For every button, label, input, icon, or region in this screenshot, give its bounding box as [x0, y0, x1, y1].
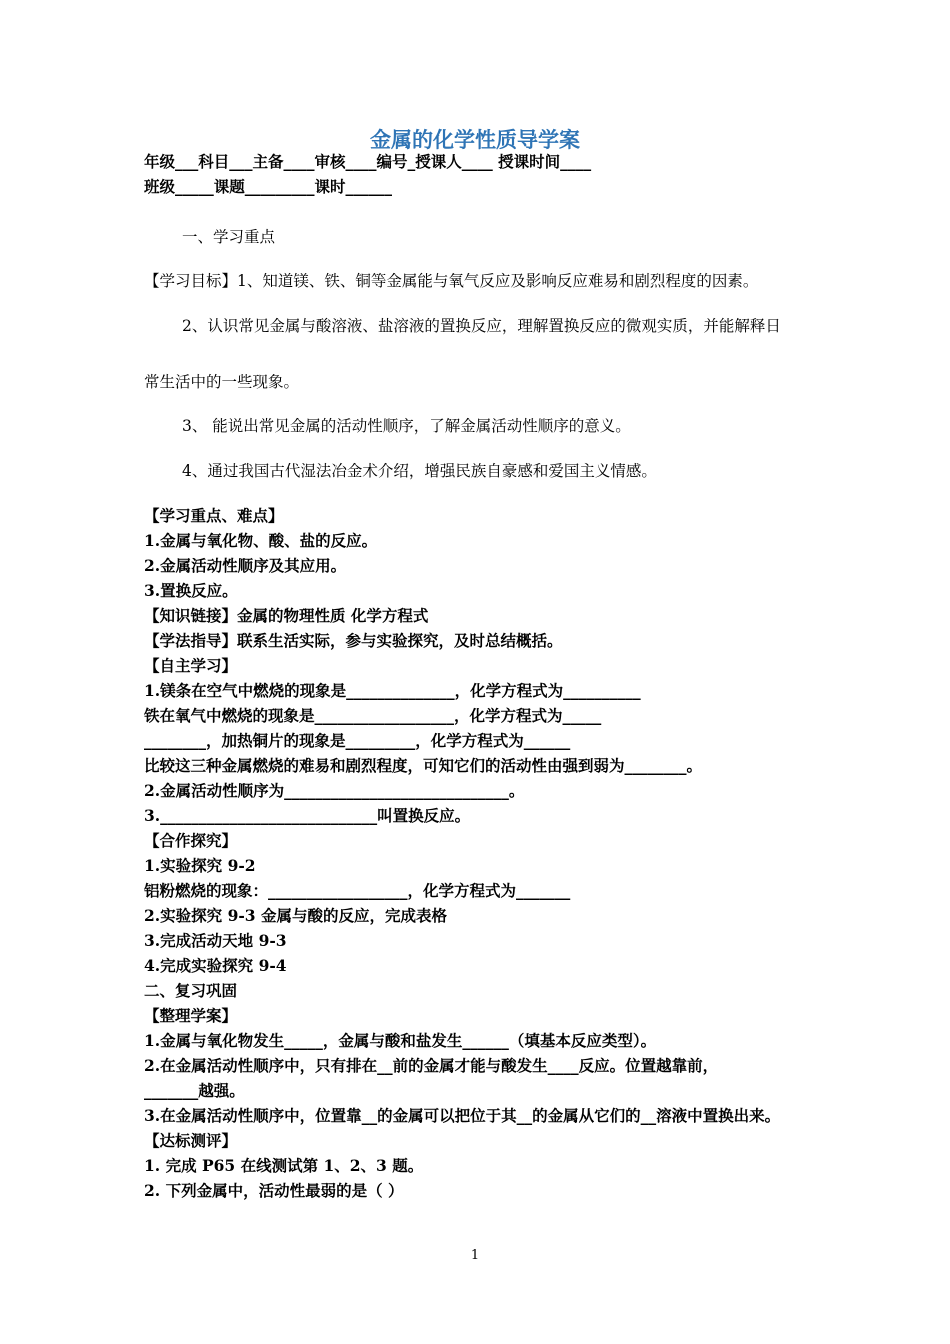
selfstudy-line: 比较这三种金属燃烧的难易和剧烈程度，可知它们的活动性由强到弱为________。 [144, 756, 703, 775]
objective-line: 2、认识常见金属与酸溶液、盐溶液的置换反应，理解置换反应的微观实质，并能解释日 [182, 317, 781, 335]
test-line: 1. 完成 P65 在线测试第 1、2、3 题。 [144, 1156, 424, 1175]
selfstudy-line: ________，加热铜片的现象是_________，化学方程式为______ [144, 731, 571, 750]
section-heading-2: 二、复习巩固 [144, 981, 238, 1000]
organize-line: 2.在金属活动性顺序中，只有排在__前的金属才能与酸发生____反应。位置越靠前， [144, 1056, 719, 1075]
cooperate-heading: 【合作探究】 [144, 831, 238, 850]
cooperate-line: 2.实验探究 9-3 金属与酸的反应，完成表格 [144, 906, 447, 925]
page-number: 1 [470, 1248, 480, 1263]
objective-line: 【学习目标】1、知道镁、铁、铜等金属能与氧气反应及影响反应难易和剧烈程度的因素。 [144, 272, 759, 290]
selfstudy-line: 2.金属活动性顺序为_____________________________。 [144, 781, 525, 800]
objective-line: 3、 能说出常见金属的活动性顺序，了解金属活动性顺序的意义。 [182, 417, 631, 435]
test-heading: 【达标测评】 [144, 1131, 238, 1150]
document-title: 金属的化学性质导学案 [370, 128, 580, 152]
header-info-line-2: 班级_____课题_________课时______ [144, 177, 393, 196]
organize-line: 1.金属与氧化物发生_____，金属与酸和盐发生______（填基本反应类型）。 [144, 1031, 657, 1050]
selfstudy-line: 3.____________________________叫置换反应。 [144, 806, 471, 825]
keypoint-item: 3.置换反应。 [144, 581, 238, 600]
objective-line: 4、通过我国古代湿法冶金术介绍，增强民族自豪感和爱国主义情感。 [182, 462, 657, 480]
selfstudy-line: 铁在氧气中燃烧的现象是__________________，化学方程式为_____ [144, 706, 602, 725]
section-heading-1: 一、学习重点 [182, 228, 276, 246]
keypoints-heading: 【学习重点、难点】 [144, 506, 284, 525]
organize-line: _______越强。 [144, 1081, 245, 1100]
cooperate-line: 4.完成实验探究 9-4 [144, 956, 287, 975]
header-info-line-1: 年级___科目___主备____审核____编号_授课人____ 授课时间____ [144, 152, 592, 171]
study-method: 【学法指导】联系生活实际，参与实验探究，及时总结概括。 [144, 631, 563, 650]
selfstudy-heading: 【自主学习】 [144, 656, 238, 675]
cooperate-line: 1.实验探究 9-2 [144, 856, 256, 875]
objective-line: 常生活中的一些现象。 [144, 373, 300, 391]
cooperate-line: 铝粉燃烧的现象：__________________，化学方程式为_______ [144, 881, 571, 900]
keypoint-item: 1.金属与氧化物、酸、盐的反应。 [144, 531, 378, 550]
test-line: 2. 下列金属中，活动性最弱的是（ ） [144, 1181, 404, 1200]
organize-line: 3.在金属活动性顺序中，位置靠__的金属可以把位于其__的金属从它们的__溶液中置换出来。 [144, 1106, 781, 1125]
selfstudy-line: 1.镁条在空气中燃烧的现象是______________，化学方程式为__________ [144, 681, 641, 700]
organize-heading: 【整理学案】 [144, 1006, 238, 1025]
knowledge-link: 【知识链接】金属的物理性质 化学方程式 [144, 606, 429, 625]
cooperate-line: 3.完成活动天地 9-3 [144, 931, 287, 950]
keypoint-item: 2.金属活动性顺序及其应用。 [144, 556, 347, 575]
